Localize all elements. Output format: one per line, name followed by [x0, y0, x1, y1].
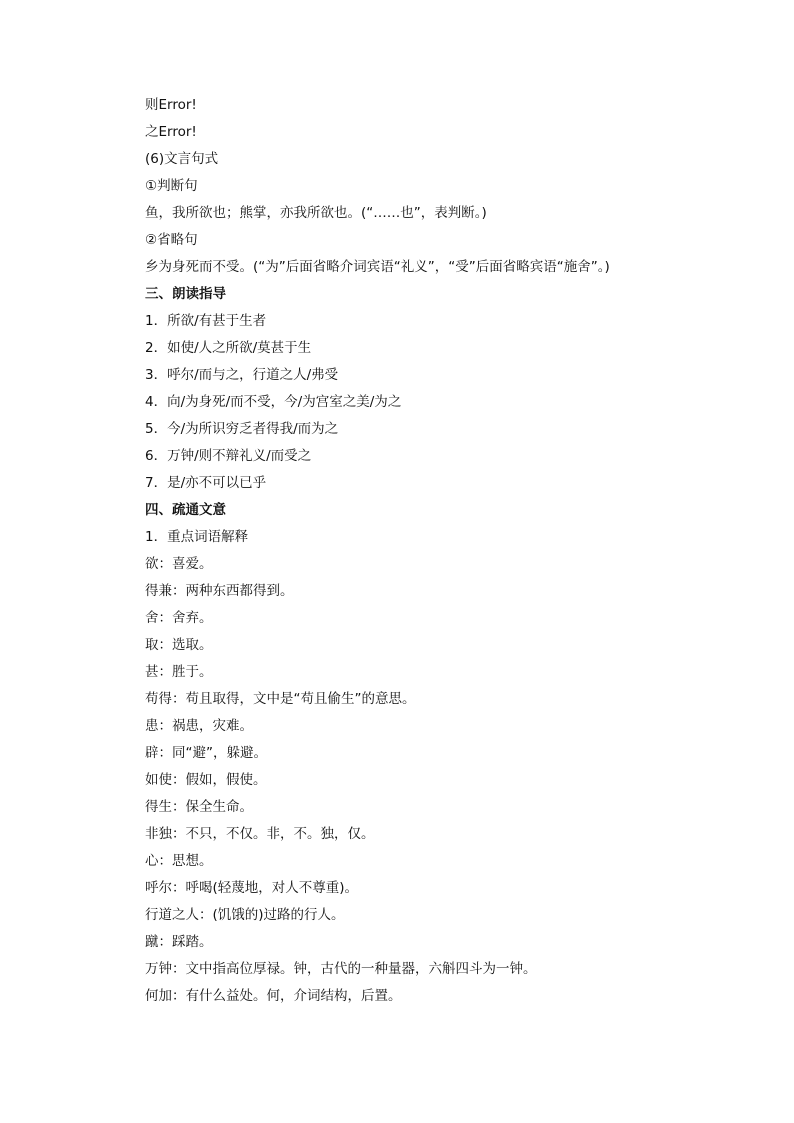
text-line: 万钟：文中指高位厚禄。钟，古代的一种量器，六斛四斗为一钟。 [145, 961, 537, 977]
text-line: 6．万钟/则不辩礼义/而受之 [145, 448, 312, 464]
text-line: 3．呼尔/而与之，行道之人/弗受 [145, 367, 339, 383]
text-line: 2．如使/人之所欲/莫甚于生 [145, 340, 312, 356]
document-body [145, 94, 745, 1012]
text-line: 蹴：踩踏。 [145, 934, 213, 950]
text-line: 5．今/为所识穷乏者得我/而为之 [145, 421, 339, 437]
text-line: 1．所欲/有甚于生者 [145, 313, 267, 329]
section-heading: 三、朗读指导 [145, 286, 226, 302]
text-line: 欲：喜爱。 [145, 556, 213, 572]
text-line: (6)文言句式 [145, 151, 219, 167]
text-line: 得生：保全生命。 [145, 799, 253, 815]
text-line: 取：选取。 [145, 637, 213, 653]
text-line: ②省略句 [145, 232, 198, 248]
text-line: 非独：不只，不仅。非，不。独，仅。 [145, 826, 375, 842]
text-line: 患：祸患，灾难。 [145, 718, 253, 734]
text-line: 何加：有什么益处。何，介词结构，后置。 [145, 988, 402, 1004]
text-line: 之Error! [145, 124, 197, 140]
text-line: 乡为身死而不受。(“为”后面省略介词宾语“礼义”，“受”后面省略宾语“施舍”。) [145, 259, 610, 275]
text-line: 行道之人：(饥饿的)过路的行人。 [145, 907, 345, 923]
text-line: 4．向/为身死/而不受，今/为宫室之美/为之 [145, 394, 402, 410]
section-heading: 四、疏通文意 [145, 502, 226, 518]
text-line: 则Error! [145, 97, 197, 113]
text-line: 呼尔：呼喝(轻蔑地，对人不尊重)。 [145, 880, 359, 896]
text-line: 1．重点词语解释 [145, 529, 249, 545]
text-line: 鱼，我所欲也；熊掌，亦我所欲也。(“……也”，表判断。) [145, 205, 487, 221]
text-line: 辟：同“避”，躲避。 [145, 745, 267, 761]
text-line: 舍：舍弃。 [145, 610, 213, 626]
text-line: 如使：假如，假使。 [145, 772, 267, 788]
text-line: 心：思想。 [145, 853, 213, 869]
text-line: 得兼：两种东西都得到。 [145, 583, 294, 599]
text-line: ①判断句 [145, 178, 198, 194]
text-line: 甚：胜于。 [145, 664, 213, 680]
text-line: 苟得：苟且取得，文中是“苟且偷生”的意思。 [145, 691, 416, 707]
text-line: 7．是/亦不可以已乎 [145, 475, 267, 491]
